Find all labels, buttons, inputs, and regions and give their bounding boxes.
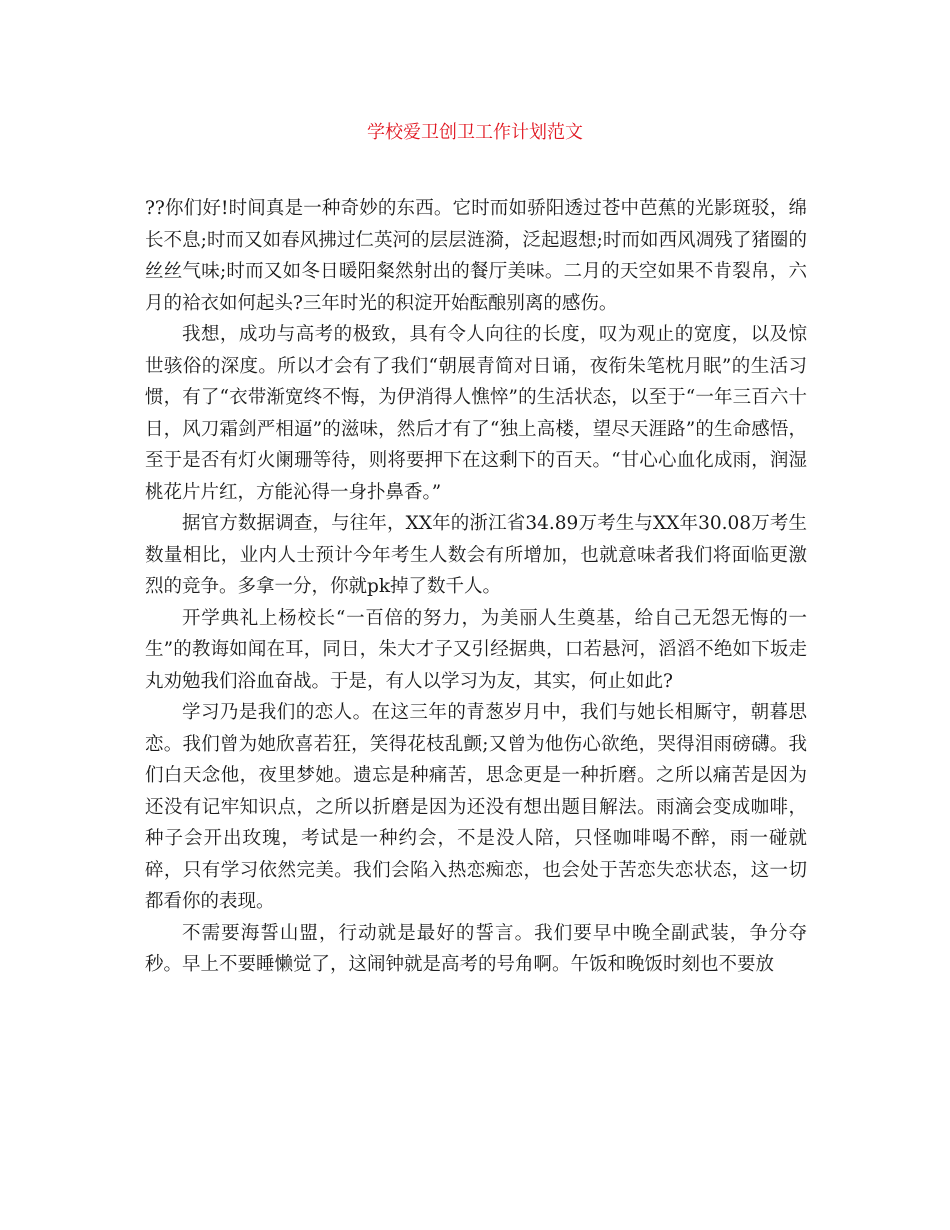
paragraph-3: 据官方数据调查，与往年，XX年的浙江省34.89万考生与XX年30.08万考生数量相比，业内人士预计今年考生人数会有所增加，也就意味者我们将面临更激烈的竞争。多拿一分，你就pk掉了数千人。 [145,513,807,597]
paragraph-4: 开学典礼上杨校长“一百倍的努力，为美丽人生奠基，给自己无怨无悔的一生”的教诲如闻在耳，同日，朱大才子又引经据典，口若悬河，滔滔不绝如下坂走丸劝勉我们浴血奋战。于是，有人以学习为友，其实，何止如此? [145,607,807,692]
paragraph-6: 不需要海誓山盟，行动就是最好的誓言。我们要早中晚全副武装，争分夺秒。早上不要睡懒觉了，这闹钟就是高考的号角啊。午饭和晚饭时刻也不要放 [145,922,807,975]
document-title: 学校爱卫创卫工作计划范文 [367,122,583,143]
paragraph-5: 学习乃是我们的恋人。在这三年的青葱岁月中，我们与她长相厮守，朝暮思恋。我们曾为她欣喜若狂，笑得花枝乱颤;又曾为他伤心欲绝，哭得泪雨磅礴。我们白天念他，夜里梦她。遗忘是种痛苦，思念更是一种折磨。之所以痛苦是因为还没有记牢知识点，之所以折磨是因为还没有想出题目解法。雨滴会变成咖啡，种子会开出玫瑰，考试是一种约会，不是没人陪，只怪咖啡喝不醉，雨一碰就碎，只有学习依然完美。我们会陷入热恋痴恋，也会处于苦恋失恋状态，这一切都看你的表现。 [145,702,807,912]
paragraph-1: ??你们好!时间真是一种奇妙的东西。它时而如骄阳透过苍中芭蕉的光影斑驳，绵长不息;时而又如春风拂过仁英河的层层涟漪，泛起遐想;时而如西风凋残了猪圈的丝丝气味;时而又如冬日暖阳粲然射出的餐厅美味。二月的天空如果不肯裂帛，六月的袷衣如何起头?三年时光的积淀开始酝酿别离的感伤。 [145,198,807,314]
paragraph-2: 我想，成功与高考的极致，具有令人向往的长度，叹为观止的宽度，以及惊世骇俗的深度。所以才会有了我们“朝展青简对日诵，夜衔朱笔枕月眠”的生活习惯，有了“衣带渐宽终不悔，为伊消得人憔悴”的生活状态，以至于“一年三百六十日，风刀霜剑严相逼”的滋味，然后才有了“独上高楼，望尽天涯路”的生命感悟，至于是否有灯火阑珊等待，则将要押下在这剩下的百天。“甘心心血化成雨，润湿桃花片片红，方能沁得一身扑鼻香。” [145,324,807,503]
document-body [145,193,807,981]
